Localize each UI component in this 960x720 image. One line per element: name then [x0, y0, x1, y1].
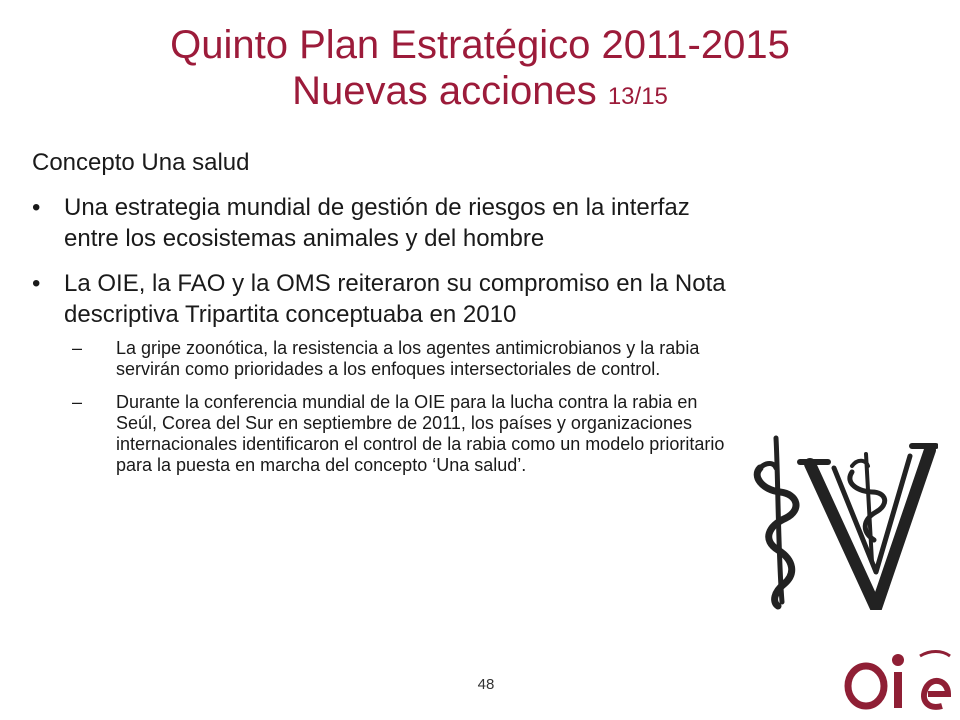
- section-heading: Concepto Una salud: [32, 149, 250, 176]
- sub-bullet-item: – La gripe zoonótica, la resistencia a los agentes antimicrobianos y la rabia servirán como prioridades a los enfoques intersectoriales de control.: [72, 338, 732, 380]
- oie-logo-icon: [836, 642, 954, 714]
- slide-counter: 13/15: [607, 83, 668, 110]
- sub-bullet-list: [64, 338, 732, 476]
- title-line-1: Quinto Plan Estratégico 2011-2015: [170, 23, 790, 67]
- slide-body: [32, 148, 732, 490]
- bullet-text: La OIE, la FAO y la OMS reiteraron su compromiso en la Nota descriptiva Tripartita conceptuaba en 2010: [64, 270, 726, 328]
- veterinary-emblem-icon: [748, 432, 938, 610]
- bullet-item: [32, 192, 732, 254]
- sub-bullet-item: – Durante la conferencia mundial de la OIE para la lucha contra la rabia en Seúl, Corea del Sur en septiembre de 2011, los países y organizaciones internacionales identificaron el control de la rabia como un modelo prioritario para la puesta en marcha del concepto ‘Una salud’.: [72, 392, 732, 476]
- title-subtitle: Nuevas acciones: [292, 69, 597, 113]
- bullet-item: [32, 268, 732, 476]
- title-line-2: [0, 68, 960, 120]
- page-number: 48: [477, 676, 495, 693]
- bullet-list: [32, 192, 732, 476]
- slide-title: [0, 22, 960, 120]
- bullet-text: Una estrategia mundial de gestión de riesgos en la interfaz entre los ecosistemas animales y del hombre: [64, 194, 690, 252]
